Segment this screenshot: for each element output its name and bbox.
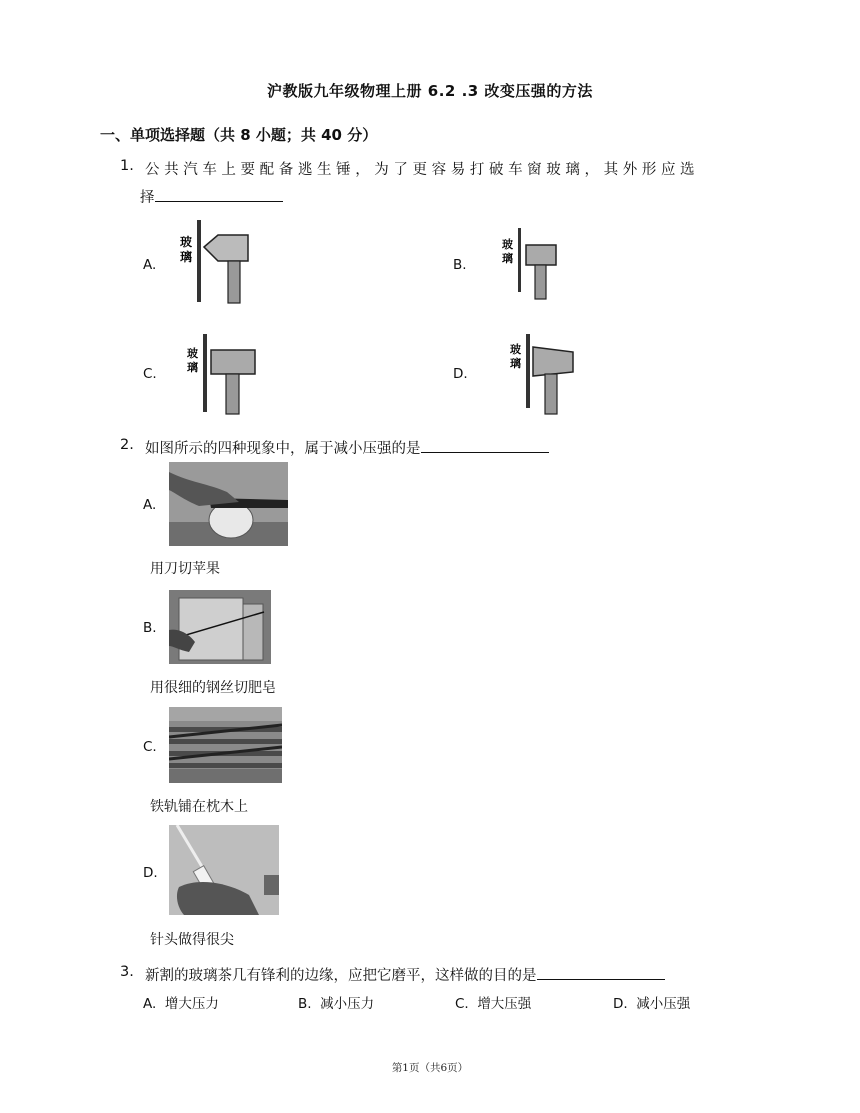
glass-pane — [518, 228, 521, 292]
hammer-handle — [535, 265, 546, 299]
section-heading: 一、单项选择题（共 8 小题；共 40 分） — [100, 126, 378, 144]
q2-option-c-label[interactable]: C. — [143, 739, 157, 755]
glass-pane — [197, 220, 201, 302]
q2-stem — [145, 437, 549, 458]
q1-option-b-figure[interactable] — [480, 222, 590, 302]
q3-option-b-text: 减小压力 — [320, 996, 375, 1012]
q3-number: 3. — [120, 964, 134, 980]
q3-text: 新割的玻璃茶几有锋利的边缘，应把它磨平，这样做的目的是 — [145, 968, 537, 984]
q2-option-d-caption: 针头做得很尖 — [150, 932, 234, 948]
q3-option-a[interactable] — [143, 992, 219, 1012]
page-footer: 第1页（共6页） — [391, 1062, 469, 1074]
q2-text: 如图所示的四种现象中，属于减小压强的是 — [145, 441, 421, 457]
q1-option-a-label[interactable]: A. — [143, 257, 157, 273]
q2-option-b-caption: 用很细的钢丝切肥皂 — [150, 680, 276, 696]
glass-label-a1: 玻 — [180, 235, 193, 249]
q2-option-b-photo[interactable] — [169, 590, 271, 664]
hammer-head-wedge — [533, 347, 573, 376]
q1-text: 公 共 汽 车 上 要 配 备 逃 生 锤 ， 为 了 更 容 易 打 破 车 窗 玻 璃 ， 其 外 形 应 选 — [145, 162, 695, 178]
hammer-handle — [545, 374, 557, 414]
q1-option-c-figure[interactable] — [180, 330, 280, 420]
q3-option-d-text: 减小压强 — [636, 996, 691, 1012]
q1-option-c-label[interactable]: C. — [143, 366, 157, 382]
q2-option-a-label[interactable]: A. — [143, 497, 157, 513]
glass-label-d1: 玻 — [510, 343, 521, 356]
glass-label-c2: 璃 — [187, 361, 198, 374]
q1-text-cont: 择 — [140, 190, 155, 206]
q3-option-b-letter: B. — [298, 996, 312, 1012]
glass-label-c1: 玻 — [187, 347, 198, 360]
q1-option-b-label[interactable]: B. — [453, 257, 467, 273]
document-title: 沪教版九年级物理上册 6.2 .3 改变压强的方法 — [267, 82, 593, 100]
q2-option-c-photo[interactable] — [169, 707, 282, 783]
q2-option-a-photo[interactable] — [169, 462, 288, 546]
q1-option-d-label[interactable]: D. — [453, 366, 468, 382]
q3-option-a-letter: A. — [143, 996, 157, 1012]
q2-option-d-label[interactable]: D. — [143, 865, 158, 881]
hammer-handle — [228, 261, 240, 303]
glass-label-d2: 璃 — [510, 357, 521, 370]
q3-option-a-text: 增大压力 — [164, 996, 219, 1012]
q2-answer-blank[interactable] — [421, 438, 549, 453]
q1-option-a-figure[interactable] — [170, 215, 280, 310]
q1-option-d-figure[interactable] — [505, 330, 595, 422]
glass-pane — [526, 334, 530, 408]
q3-option-c[interactable] — [455, 992, 531, 1012]
q3-answer-blank[interactable] — [537, 965, 665, 980]
glass-label-a2: 璃 — [180, 250, 193, 264]
q1-text-line2 — [140, 186, 283, 207]
q3-option-d[interactable] — [613, 992, 690, 1012]
glass-pane — [203, 334, 207, 412]
hammer-head-pointed — [204, 235, 248, 261]
q3-option-d-letter: D. — [613, 996, 628, 1012]
q2-option-d-photo[interactable] — [169, 825, 279, 915]
q2-option-a-caption: 用刀切苹果 — [150, 561, 220, 577]
q3-option-c-text: 增大压强 — [477, 996, 532, 1012]
q3-option-c-letter: C. — [455, 996, 469, 1012]
glass-label-b2: 璃 — [502, 252, 513, 265]
q1-answer-blank[interactable] — [155, 187, 283, 202]
q2-number: 2. — [120, 437, 134, 453]
q3-option-b[interactable] — [298, 992, 374, 1012]
q3-stem — [145, 964, 665, 985]
glass-label-b1: 玻 — [502, 238, 513, 251]
q1-number: 1. — [120, 158, 134, 174]
hammer-handle — [226, 374, 239, 414]
hammer-head-small — [526, 245, 556, 265]
q2-option-c-caption: 铁轨铺在枕木上 — [150, 799, 248, 815]
hammer-head-flat — [211, 350, 255, 374]
q2-option-b-label[interactable]: B. — [143, 620, 157, 636]
